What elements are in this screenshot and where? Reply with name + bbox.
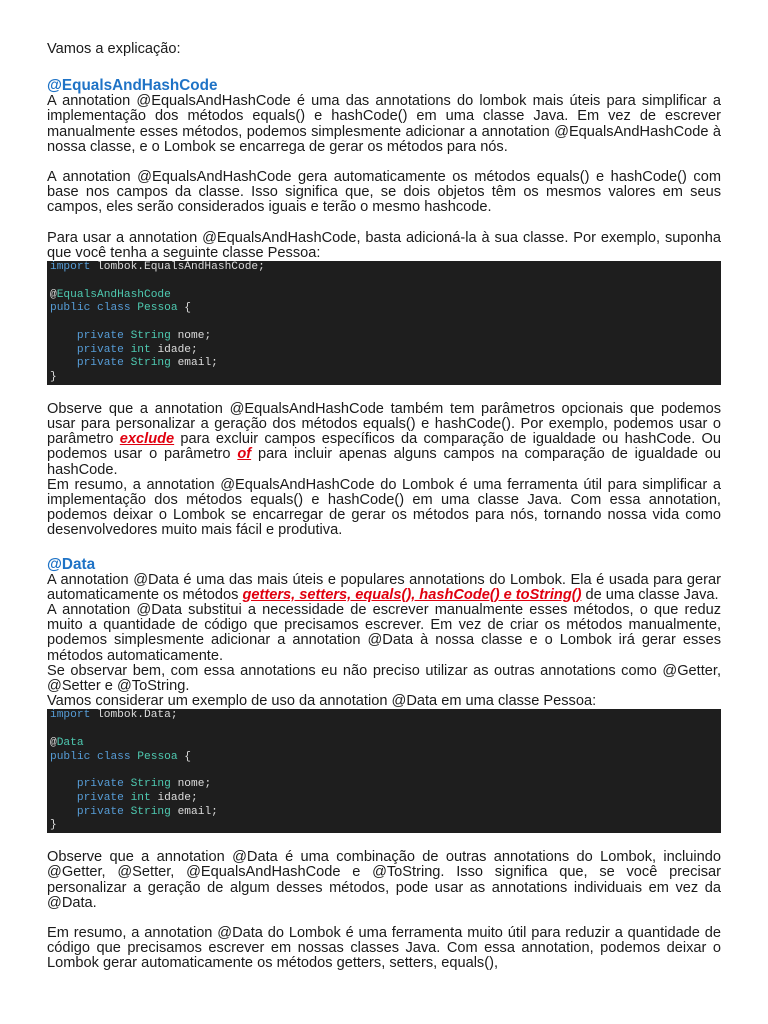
code-block-equalsandhashcode: import lombok.EqualsAndHashCode; @EqualsAndHashCode public class Pessoa { private String nome; private int idade; private String email; } — [47, 261, 721, 385]
document-page — [47, 42, 721, 972]
section-heading-equalsandhashcode: @EqualsAndHashCode — [47, 77, 218, 95]
paragraph: Se observar bem, com essa annotations eu não preciso utilizar as outras annotations como @Getter, @Setter e @ToString. — [47, 662, 721, 695]
keyword-methods: getters, setters, equals(), hashCode() e toString() — [242, 586, 582, 603]
keyword-exclude: exclude — [119, 431, 175, 448]
intro-text: Vamos a explicação: — [47, 41, 181, 57]
paragraph: A annotation @Data é uma das mais úteis e populares annotations do Lombok. Ela é usada para gerar automaticamente os métodos getters, setters, equals(), hashCode() e toString() de uma classe Java. — [47, 571, 721, 603]
paragraph: Observe que a annotation @Data é uma combinação de outras annotations do Lombok, incluindo @Getter, @Setter, @EqualsAndHashCode e @ToString. Isso significa que, se você precisar personalizar a geração de algum desses métodos, pode usar as annotations individuais em vez da @Data. — [47, 849, 721, 911]
paragraph: Observe que a annotation @EqualsAndHashCode também tem parâmetros opcionais que podemos usar para personalizar a geração dos métodos equals() e hashCode(). Por exemplo, podemos usar o parâmetro exclude para excluir campos específicos da comparação de igualdade ou hashCode. Ou podemos usar o parâmetro of para incluir apenas alguns campos na comparação de igualdade ou hashCode. — [47, 400, 721, 478]
paragraph: Para usar a annotation @EqualsAndHashCode, basta adicioná-la à sua classe. Por exemplo, suponha que você tenha a seguinte classe Pessoa: — [47, 229, 721, 261]
paragraph: Em resumo, a annotation @EqualsAndHashCode do Lombok é uma ferramenta útil para simplificar a implementação dos métodos equals() e hashCode() em uma classe Java. Com essa annotation, podemos deixar o Lombok se encarregar de gerar os métodos para nós, tornando nossa vida como desenvolvedores muito mais fácil e produtiva. — [47, 476, 721, 539]
code-block-data: import lombok.Data; @Data public class Pessoa { private String nome; private int idade; private String email; } — [47, 709, 721, 833]
paragraph: A annotation @EqualsAndHashCode gera automaticamente os métodos equals() e hashCode() com base nos campos da classe. Isso significa que, se dois objetos têm os mesmos valores em seus campos, eles serão considerados iguais e terão o mesmo hashcode. — [47, 169, 721, 216]
section-heading-data: @Data — [47, 555, 96, 573]
keyword-of: of — [237, 446, 252, 463]
paragraph: A annotation @EqualsAndHashCode é uma das annotations do lombok mais úteis para simplificar a implementação dos métodos equals() e hashCode() em uma classe Java. Em vez de escrever manualmente esses métodos, podemos simplesmente adicionar a annotation @EqualsAndHashCode à nossa classe, e o Lombok se encarrega de gerar os métodos para nós. — [47, 93, 721, 155]
paragraph: Em resumo, a annotation @Data do Lombok é uma ferramenta muito útil para reduzir a quantidade de código que precisamos escrever em nossas classes Java. Com essa annotation, podemos deixar o Lombok gerar automaticamente os métodos getters, setters, equals(), — [47, 925, 721, 972]
paragraph: A annotation @Data substitui a necessidade de escrever manualmente esses métodos, o que reduz muito a quantidade de código que precisamos escrever. Em vez de criar os métodos manualmente, podemos simplesmente adicionar a annotation @Data à nossa classe e o Lombok irá gerar esses métodos automaticamente. — [47, 602, 721, 664]
paragraph: Vamos considerar um exemplo de uso da annotation @Data em uma classe Pessoa: — [47, 693, 597, 710]
